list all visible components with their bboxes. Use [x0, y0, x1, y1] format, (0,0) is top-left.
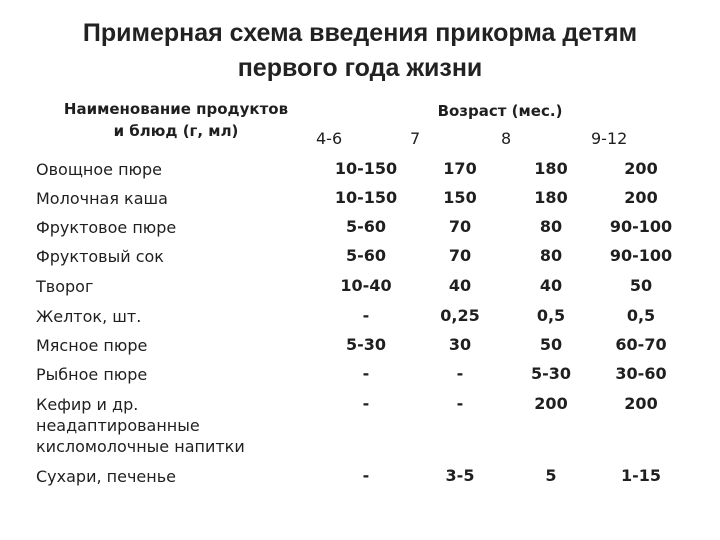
product-name-cell: [36, 466, 326, 487]
amount-cell: 50: [629, 276, 653, 295]
page-title-line-1: Примерная схема введения прикорма детям: [82, 19, 638, 47]
amount-cell: 5-30: [345, 335, 387, 354]
product-name-cell: [36, 276, 326, 297]
amount-cell: 200: [624, 188, 658, 207]
amount-cell: 40: [448, 276, 472, 295]
amount-cell: 30-60: [615, 364, 667, 383]
amount-cell: 80: [539, 246, 563, 265]
column-header-product-line-2: и блюд (г, мл): [113, 122, 239, 140]
amount-cell: 200: [624, 394, 658, 413]
product-name-line: Фруктовый сок: [36, 247, 164, 266]
amount-cell: 50: [539, 335, 563, 354]
product-name-line: Кефир и др.: [36, 395, 139, 414]
amount-cell: 200: [534, 394, 568, 413]
amount-cell: 80: [539, 217, 563, 236]
amount-cell: 3-5: [445, 466, 475, 485]
amount-cell: 1-15: [620, 466, 662, 485]
amount-cell: -: [456, 364, 464, 383]
product-name-cell: [36, 159, 326, 180]
product-name-cell: [36, 217, 326, 238]
amount-cell: 0,5: [536, 306, 566, 325]
product-name-line: Творог: [36, 277, 94, 296]
product-name-cell: [36, 306, 326, 327]
amount-cell: 5-60: [345, 246, 387, 265]
amount-cell: 10-150: [334, 159, 398, 178]
product-name-line: Сухари, печенье: [36, 467, 176, 486]
amount-cell: 5-60: [345, 217, 387, 236]
amount-cell: 170: [443, 159, 477, 178]
amount-cell: 10-150: [334, 188, 398, 207]
column-header-age-8: 8: [501, 129, 512, 148]
product-name-line: Рыбное пюре: [36, 365, 148, 384]
amount-cell: 150: [443, 188, 477, 207]
page-title-line-2: первого года жизни: [237, 54, 483, 82]
amount-cell: -: [362, 306, 370, 325]
product-name-line: Мясное пюре: [36, 336, 148, 355]
product-name-cell: [36, 188, 326, 209]
amount-cell: 70: [448, 217, 472, 236]
amount-cell: 180: [534, 159, 568, 178]
amount-cell: 10-40: [340, 276, 392, 295]
product-name-line: кисломолочные напитки: [36, 437, 245, 456]
amount-cell: 40: [539, 276, 563, 295]
product-name-line: Молочная каша: [36, 189, 168, 208]
product-name-cell: [36, 246, 326, 267]
product-name-cell: [36, 335, 326, 356]
amount-cell: 70: [448, 246, 472, 265]
column-header-product: [42, 98, 310, 142]
product-name-line: Фруктовое пюре: [36, 218, 177, 237]
column-header-product-line-1: Наименование продуктов: [63, 100, 289, 118]
amount-cell: 5: [545, 466, 557, 485]
product-name-line: Желток, шт.: [36, 307, 142, 326]
column-header-age-9-12: 9-12: [591, 129, 628, 148]
product-name-line: неадаптированные: [36, 416, 200, 435]
amount-cell: -: [456, 394, 464, 413]
amount-cell: -: [362, 394, 370, 413]
product-name-line: Овощное пюре: [36, 160, 162, 179]
amount-cell: 30: [448, 335, 472, 354]
amount-cell: 90-100: [609, 246, 673, 265]
column-header-age: Возраст (мес.): [437, 102, 563, 120]
amount-cell: 60-70: [615, 335, 667, 354]
column-header-age-4-6: 4-6: [316, 129, 343, 148]
product-name-cell: [36, 364, 326, 385]
amount-cell: 5-30: [530, 364, 572, 383]
amount-cell: 180: [534, 188, 568, 207]
amount-cell: -: [362, 364, 370, 383]
amount-cell: 90-100: [609, 217, 673, 236]
amount-cell: 0,5: [626, 306, 656, 325]
product-name-cell: [36, 394, 326, 457]
column-header-age-7: 7: [410, 129, 421, 148]
amount-cell: -: [362, 466, 370, 485]
page-title: [0, 16, 720, 86]
amount-cell: 200: [624, 159, 658, 178]
amount-cell: 0,25: [440, 306, 480, 325]
